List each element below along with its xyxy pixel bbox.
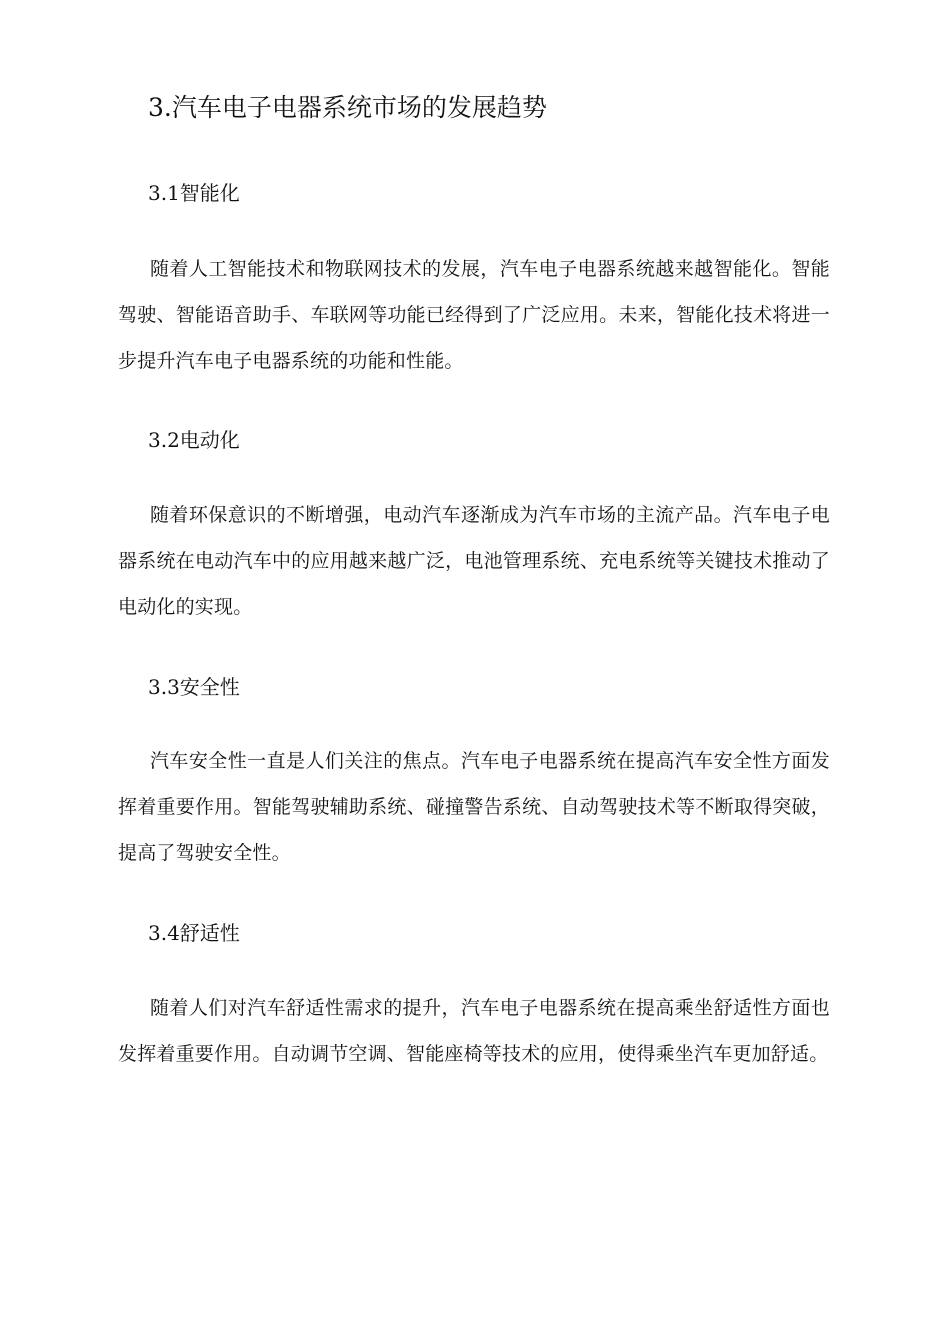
section-paragraph-electrification: 随着环保意识的不断增强，电动汽车逐渐成为汽车市场的主流产品。汽车电子电器系统在电动汽车中的应用越来越广泛，电池管理系统、充电系统等关键技术推动了电动化的实现。	[118, 504, 830, 618]
page-title: 3.汽车电子电器系统市场的发展趋势	[148, 93, 547, 122]
section-paragraph-safety: 汽车安全性一直是人们关注的焦点。汽车电子电器系统在提高汽车安全性方面发挥着重要作用。智能驾驶辅助系统、碰撞警告系统、自动驾驶技术等不断取得突破，提高了驾驶安全性。	[118, 750, 830, 864]
section-paragraph-comfort: 随着人们对汽车舒适性需求的提升，汽车电子电器系统在提高乘坐舒适性方面也发挥着重要作用。自动调节空调、智能座椅等技术的应用，使得乘坐汽车更加舒适。	[118, 997, 830, 1065]
section-heading-electrification: 3.2电动化	[148, 428, 240, 452]
section-heading-safety: 3.3安全性	[148, 675, 240, 699]
section-paragraph-intelligence: 随着人工智能技术和物联网技术的发展，汽车电子电器系统越来越智能化。智能驾驶、智能语音助手、车联网等功能已经得到了广泛应用。未来，智能化技术将进一步提升汽车电子电器系统的功能和性能。	[118, 258, 830, 372]
section-heading-intelligence: 3.1智能化	[148, 181, 240, 205]
section-heading-comfort: 3.4舒适性	[148, 921, 240, 945]
